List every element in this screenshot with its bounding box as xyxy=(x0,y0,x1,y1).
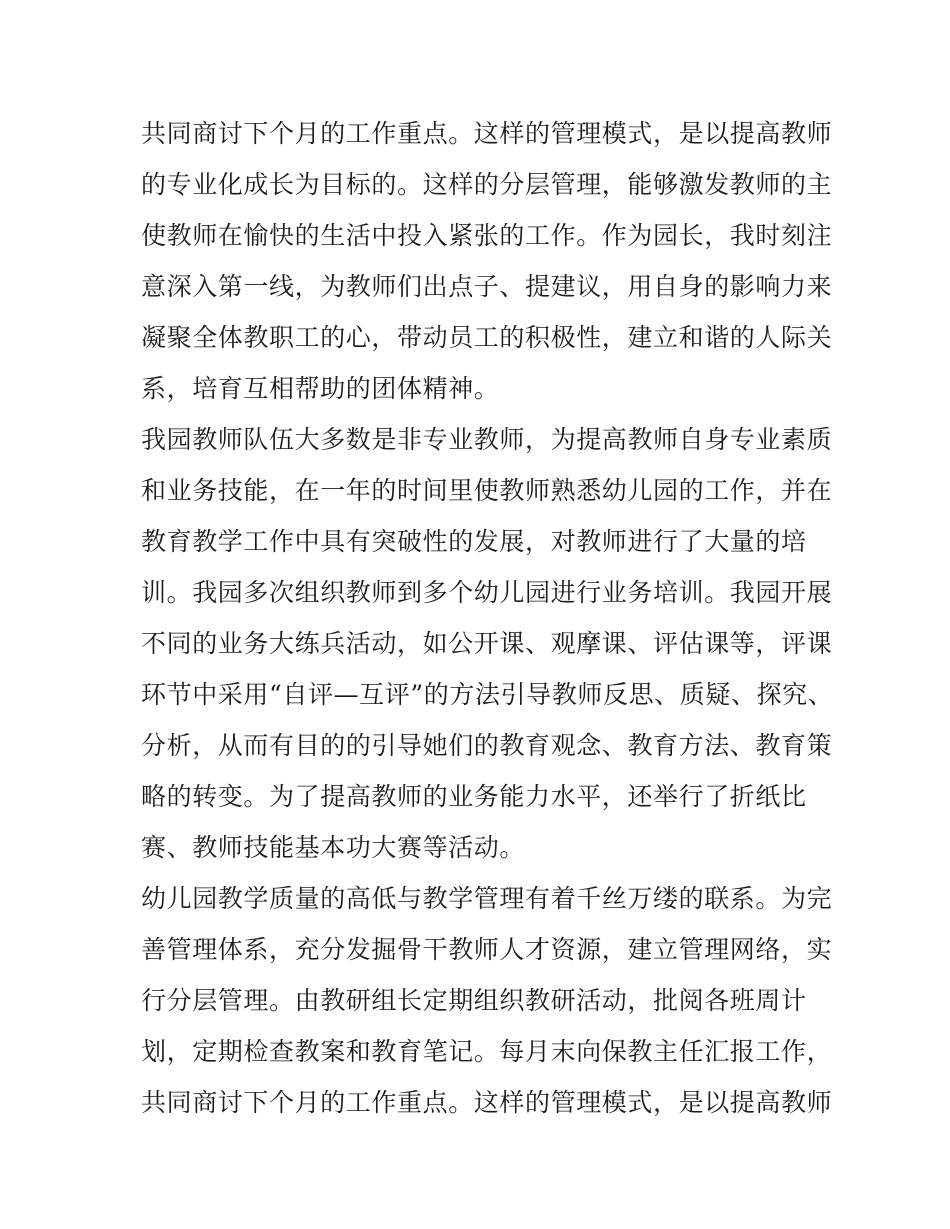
text-line: 幼儿园教学质量的高低与教学管理有着千丝万缕的联系。为完 xyxy=(141,884,833,913)
text-line: 略的转变。为了提高教师的业务能力水平，还举行了折纸比 xyxy=(141,782,807,811)
text-line: 意深入第一线，为教师们出点子、提建议，用自身的影响力来 xyxy=(141,272,833,301)
text-line: 行分层管理。由教研组长定期组织教研活动，批阅各班周计 xyxy=(141,986,807,1015)
text-line: 划，定期检查教案和教育笔记。每月末向保教主任汇报工作， xyxy=(141,1037,833,1066)
document-body xyxy=(141,108,834,1128)
text-line: 分析，从而有目的的引导她们的教育观念、教育方法、教育策 xyxy=(141,731,833,760)
text-line: 赛、教师技能基本功大赛等活动。 xyxy=(141,833,526,862)
text-line: 不同的业务大练兵活动，如公开课、观摩课、评估课等，评课 xyxy=(141,629,833,658)
text-line: 我园教师队伍大多数是非专业教师，为提高教师自身专业素质 xyxy=(141,425,833,454)
text-line: 共同商讨下个月的工作重点。这样的管理模式，是以提高教师 xyxy=(141,1088,833,1117)
text-line: 共同商讨下个月的工作重点。这样的管理模式，是以提高教师 xyxy=(141,119,833,148)
text-line: 善管理体系，充分发掘骨干教师人才资源，建立管理网络，实 xyxy=(141,935,833,964)
text-line: 和业务技能，在一年的时间里使教师熟悉幼儿园的工作，并在 xyxy=(141,476,833,505)
text-line: 训。我园多次组织教师到多个幼儿园进行业务培训。我园开展 xyxy=(141,578,833,607)
text-line: 教育教学工作中具有突破性的发展，对教师进行了大量的培 xyxy=(141,527,807,556)
text-line: 系，培育互相帮助的团体精神。 xyxy=(141,374,500,403)
text-line: 使教师在愉快的生活中投入紧张的工作。作为园长，我时刻注 xyxy=(141,221,833,250)
text-line: 环节中采用“自评—互评”的方法引导教师反思、质疑、探究、 xyxy=(141,680,834,709)
text-line: 的专业化成长为目标的。这样的分层管理，能够激发教师的主 xyxy=(141,170,833,199)
text-line: 凝聚全体教职工的心，带动员工的积极性，建立和谐的人际关 xyxy=(141,323,833,352)
